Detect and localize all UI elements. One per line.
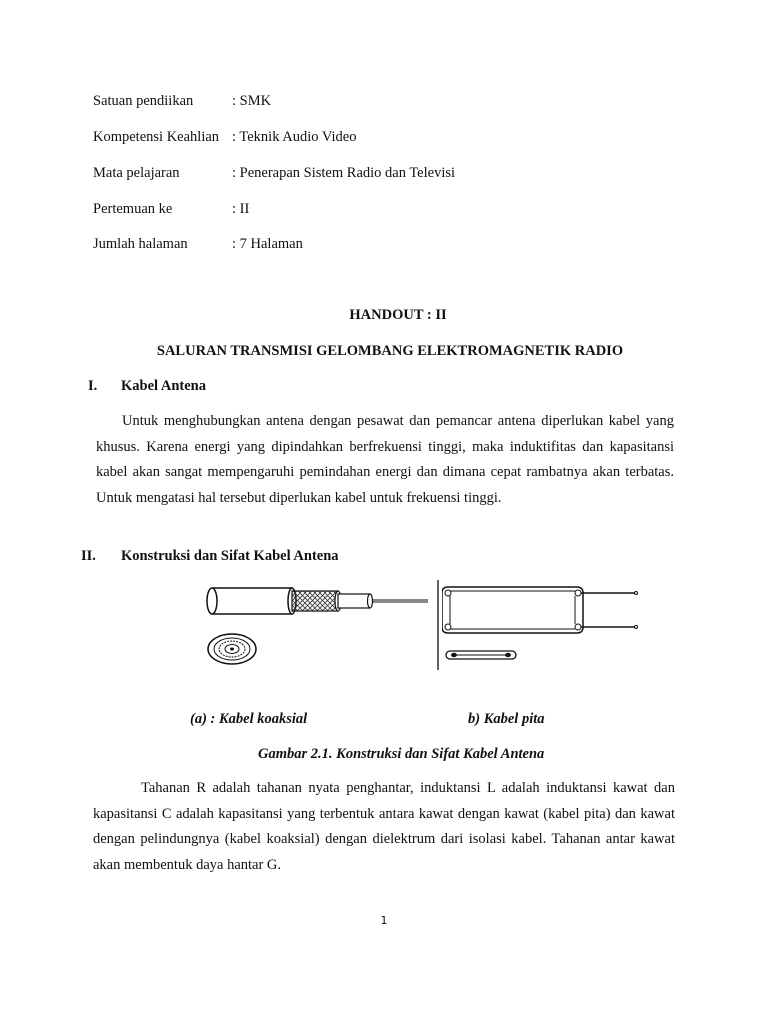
meta-label: Kompetensi Keahlian xyxy=(93,129,220,145)
handout-title: HANDOUT : II xyxy=(349,307,447,323)
meta-value: : SMK xyxy=(232,93,272,109)
main-title: SALURAN TRANSMISI GELOMBANG ELEKTROMAGNETIK RADIO xyxy=(156,343,624,359)
coaxial-cable-illustration xyxy=(200,578,440,670)
paragraph-kabel-antena: Untuk menghubungkan antena dengan pesawat dan pemancar antena diperlukan kabel yang khusus. Karena energi yang dipindahkan berfrekuensi tinggi, maka induktifitas dan kapasitansi kabel akan sangat mempengaruhi pemindahan energi dan dimana cepat rambatnya akan terbatas. Untuk mengatasi hal tersebut diperlukan kabel untuk frekuensi tinggi. xyxy=(96,413,674,506)
page-number: 1 xyxy=(380,914,388,927)
meta-label: Jumlah halaman xyxy=(93,236,188,252)
figure-caption: Gambar 2.1. Konstruksi dan Sifat Kabel Antena xyxy=(258,746,545,762)
meta-label: Mata pelajaran xyxy=(93,165,180,181)
meta-value: : Penerapan Sistem Radio dan Televisi xyxy=(232,165,456,181)
meta-label: Satuan pendiikan xyxy=(93,93,194,109)
section-title: Konstruksi dan Sifat Kabel Antena xyxy=(121,548,339,564)
meta-value: : 7 Halaman xyxy=(232,236,303,252)
section-number: II. xyxy=(81,548,96,564)
figure-divider xyxy=(436,580,440,672)
caption-ribbon: b) Kabel pita xyxy=(468,711,545,727)
caption-coaxial: (a) : Kabel koaksial xyxy=(190,711,308,727)
section-number: I. xyxy=(88,378,98,394)
paragraph-tahanan: Tahanan R adalah tahanan nyata penghantar, induktansi L adalah induktansi kawat dan kapasitansi C adalah kapasitansi yang terbentuk antara kawat dengan kawat (kabel pita) dan kawat dengan pelindungnya (kabel koaksial) dengan dielektrum dari isolasi kabel. Tahanan antar kawat akan membentuk daya hantar G. xyxy=(93,780,675,873)
ribbon-cable-illustration xyxy=(442,584,642,666)
section-title: Kabel Antena xyxy=(121,378,206,394)
meta-value: : Teknik Audio Video xyxy=(232,129,357,145)
meta-label: Pertemuan ke xyxy=(93,201,173,217)
meta-value: : II xyxy=(232,201,250,217)
